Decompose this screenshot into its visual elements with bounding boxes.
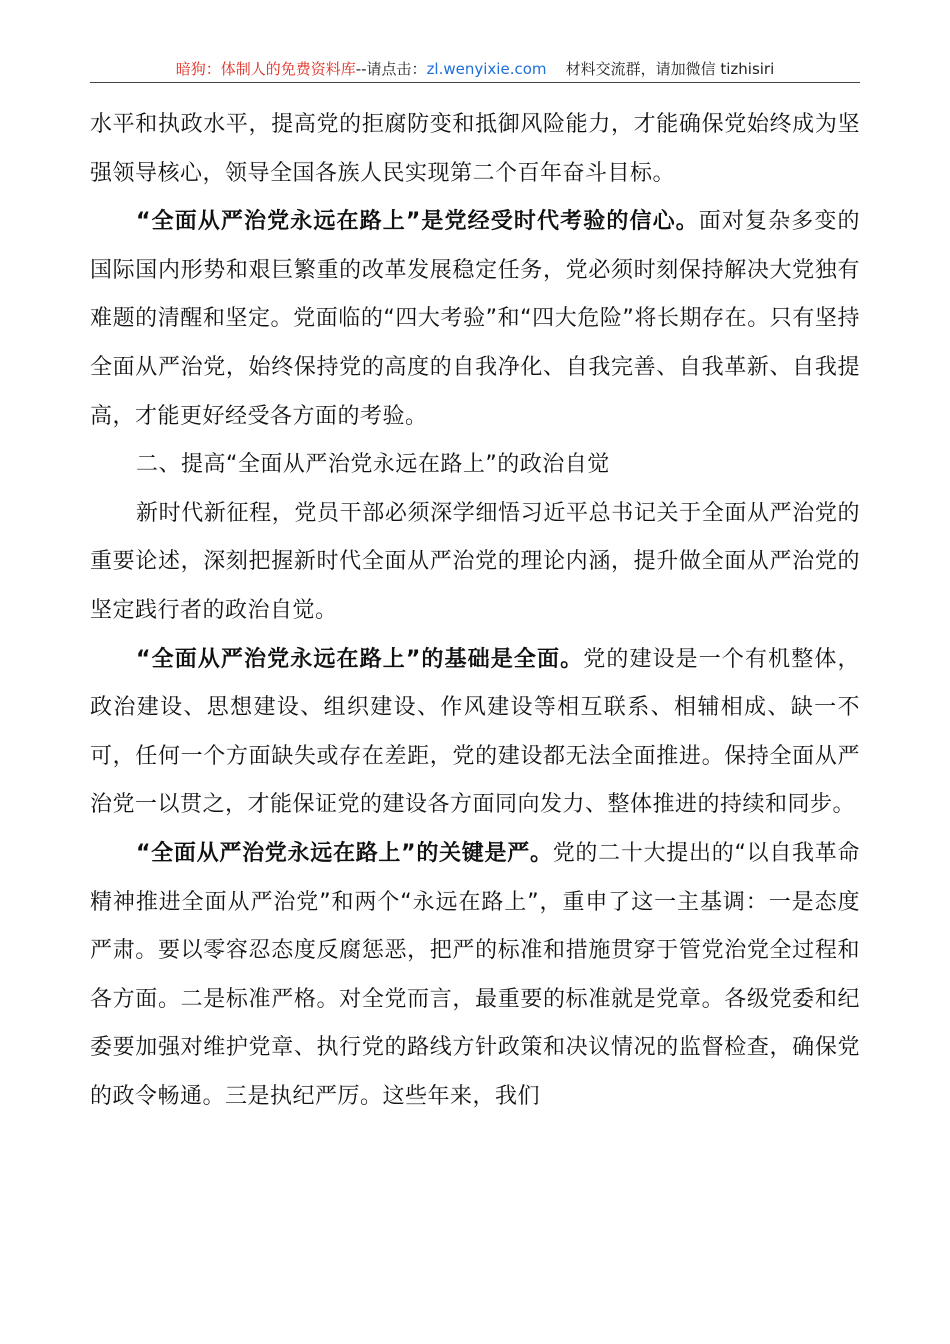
header-divider bbox=[90, 82, 860, 83]
paragraph-continuation bbox=[90, 101, 860, 198]
paragraph-text: 水平和执政水平，提高党的拒腐防变和抵御风险能力，才能确保党始终成为坚强领导核心，领导全国各族人民实现第二个百年奋斗目标。 bbox=[90, 112, 860, 186]
header-click-prompt: --请点击： bbox=[355, 60, 427, 78]
paragraph-text: 面对复杂多变的国际国内形势和艰巨繁重的改革发展稳定任务，党必须时刻保持解决大党独有难题的清醒和坚定。党面临的“四大考验”和“四大危险”将长期存在。只有坚持全面从严治党，始终保持党的高度的自我净化、自我完善、自我革新、自我提高，才能更好经受各方面的考验。 bbox=[90, 209, 860, 429]
document-body bbox=[90, 101, 860, 1121]
paragraph-foundation bbox=[90, 636, 860, 830]
header-url-link[interactable]: zl.wenyixie.com bbox=[426, 60, 547, 78]
section-heading bbox=[90, 441, 860, 490]
header-group-note: 材料交流群，请加微信 tizhisiri bbox=[565, 60, 775, 78]
header-site-name: 暗狗：体制人的免费资料库 bbox=[175, 60, 356, 78]
paragraph-lead-heading: “全面从严治党永远在路上”是党经受时代考验的信心。 bbox=[136, 209, 699, 235]
section-heading-text: 二、提高“全面从严治党永远在路上”的政治自觉 bbox=[136, 452, 610, 478]
paragraph-lead-heading: “全面从严治党永远在路上”的关键是严。 bbox=[136, 840, 553, 866]
page-header bbox=[90, 58, 860, 80]
paragraph-lead-heading: “全面从严治党永远在路上”的基础是全面。 bbox=[136, 646, 584, 672]
paragraph-text: 新时代新征程，党员干部必须深学细悟习近平总书记关于全面从严治党的重要论述，深刻把握新时代全面从严治党的理论内涵，提升做全面从严治党的坚定践行者的政治自觉。 bbox=[90, 500, 860, 623]
paragraph-text: 党的二十大提出的“以自我革命精神推进全面从严治党”和两个“永远在路上”，重申了这一主基调：一是态度严肃。要以零容忍态度反腐惩恶，把严的标准和措施贯穿于管党治党全过程和各方面。二是标准严格。对全党而言，最重要的标准就是党章。各级党委和纪委要加强对维护党章、执行党的路线方针政策和决议情况的监督检查，确保党的政令畅通。三是执纪严厉。这些年来，我们 bbox=[90, 840, 860, 1109]
paragraph-intro bbox=[90, 490, 860, 636]
paragraph-key bbox=[90, 830, 860, 1122]
paragraph-text: 党的建设是一个有机整体，政治建设、思想建设、组织建设、作风建设等相互联系、相辅相成、缺一不可，任何一个方面缺失或存在差距，党的建设都无法全面推进。保持全面从严治党一以贯之，才能保证党的建设各方面同向发力、整体推进的持续和同步。 bbox=[90, 646, 860, 818]
paragraph-confidence bbox=[90, 198, 860, 441]
